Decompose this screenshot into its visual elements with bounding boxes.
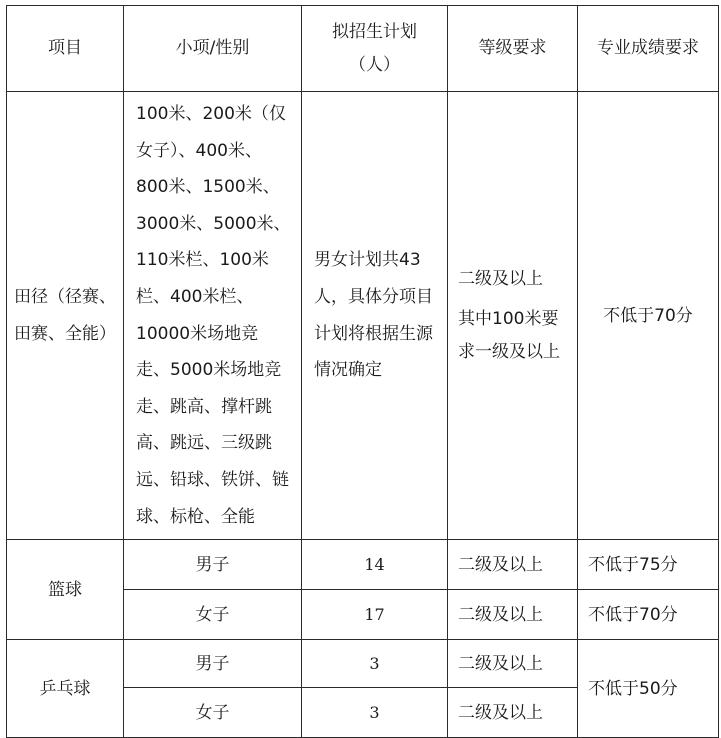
plan-cell-basketball-male: 14 (302, 540, 448, 590)
grade-cell-basketball-female: 二级及以上 (448, 590, 578, 640)
header-score: 专业成绩要求 (578, 6, 719, 92)
grade-cell-table-tennis-male: 二级及以上 (448, 640, 578, 688)
sub-item-cell-table-tennis-female: 女子 (124, 688, 302, 738)
plan-cell-table-tennis-male: 3 (302, 640, 448, 688)
grade-cell-basketball-male: 二级及以上 (448, 540, 578, 590)
sub-item-cell-track-field: 100米、200米（仅女子）、400米、800米、1500米、3000米、5000米、110米栏、100米栏、400米栏、10000米场地竞走、5000米场地竞走、跳高、撑杆跳高、跳远、三级跳远、铅球、铁饼、链球、标枪、全能 (124, 92, 302, 540)
grade-line-primary: 二级及以上 (458, 268, 543, 289)
grade-line-secondary: 其中100米要求一级及以上 (458, 308, 560, 362)
plan-cell-basketball-female: 17 (302, 590, 448, 640)
score-cell-basketball-male: 不低于75分 (578, 540, 719, 590)
sub-item-cell-basketball-male: 男子 (124, 540, 302, 590)
header-row (7, 6, 719, 92)
plan-cell-table-tennis-female: 3 (302, 688, 448, 738)
table-row (7, 540, 719, 590)
header-sub-item-gender: 小项/性别 (124, 6, 302, 92)
header-item: 项目 (7, 6, 124, 92)
header-plan: 拟招生计划（人） (302, 6, 448, 92)
grade-cell-track-field (448, 92, 578, 540)
score-cell-track-field: 不低于70分 (578, 92, 719, 540)
item-cell-table-tennis: 乒乓球 (7, 640, 124, 738)
sub-item-cell-table-tennis-male: 男子 (124, 640, 302, 688)
table-row (7, 640, 719, 688)
table-row (7, 92, 719, 540)
score-cell-table-tennis: 不低于50分 (578, 640, 719, 738)
plan-cell-track-field: 男女计划共43人，具体分项目计划将根据生源情况确定 (302, 92, 448, 540)
header-grade: 等级要求 (448, 6, 578, 92)
score-cell-basketball-female: 不低于70分 (578, 590, 719, 640)
item-cell-basketball: 篮球 (7, 540, 124, 640)
sub-item-cell-basketball-female: 女子 (124, 590, 302, 640)
admission-table (6, 5, 719, 738)
grade-cell-table-tennis-female: 二级及以上 (448, 688, 578, 738)
item-cell-track-field: 田径（径赛、田赛、全能） (7, 92, 124, 540)
